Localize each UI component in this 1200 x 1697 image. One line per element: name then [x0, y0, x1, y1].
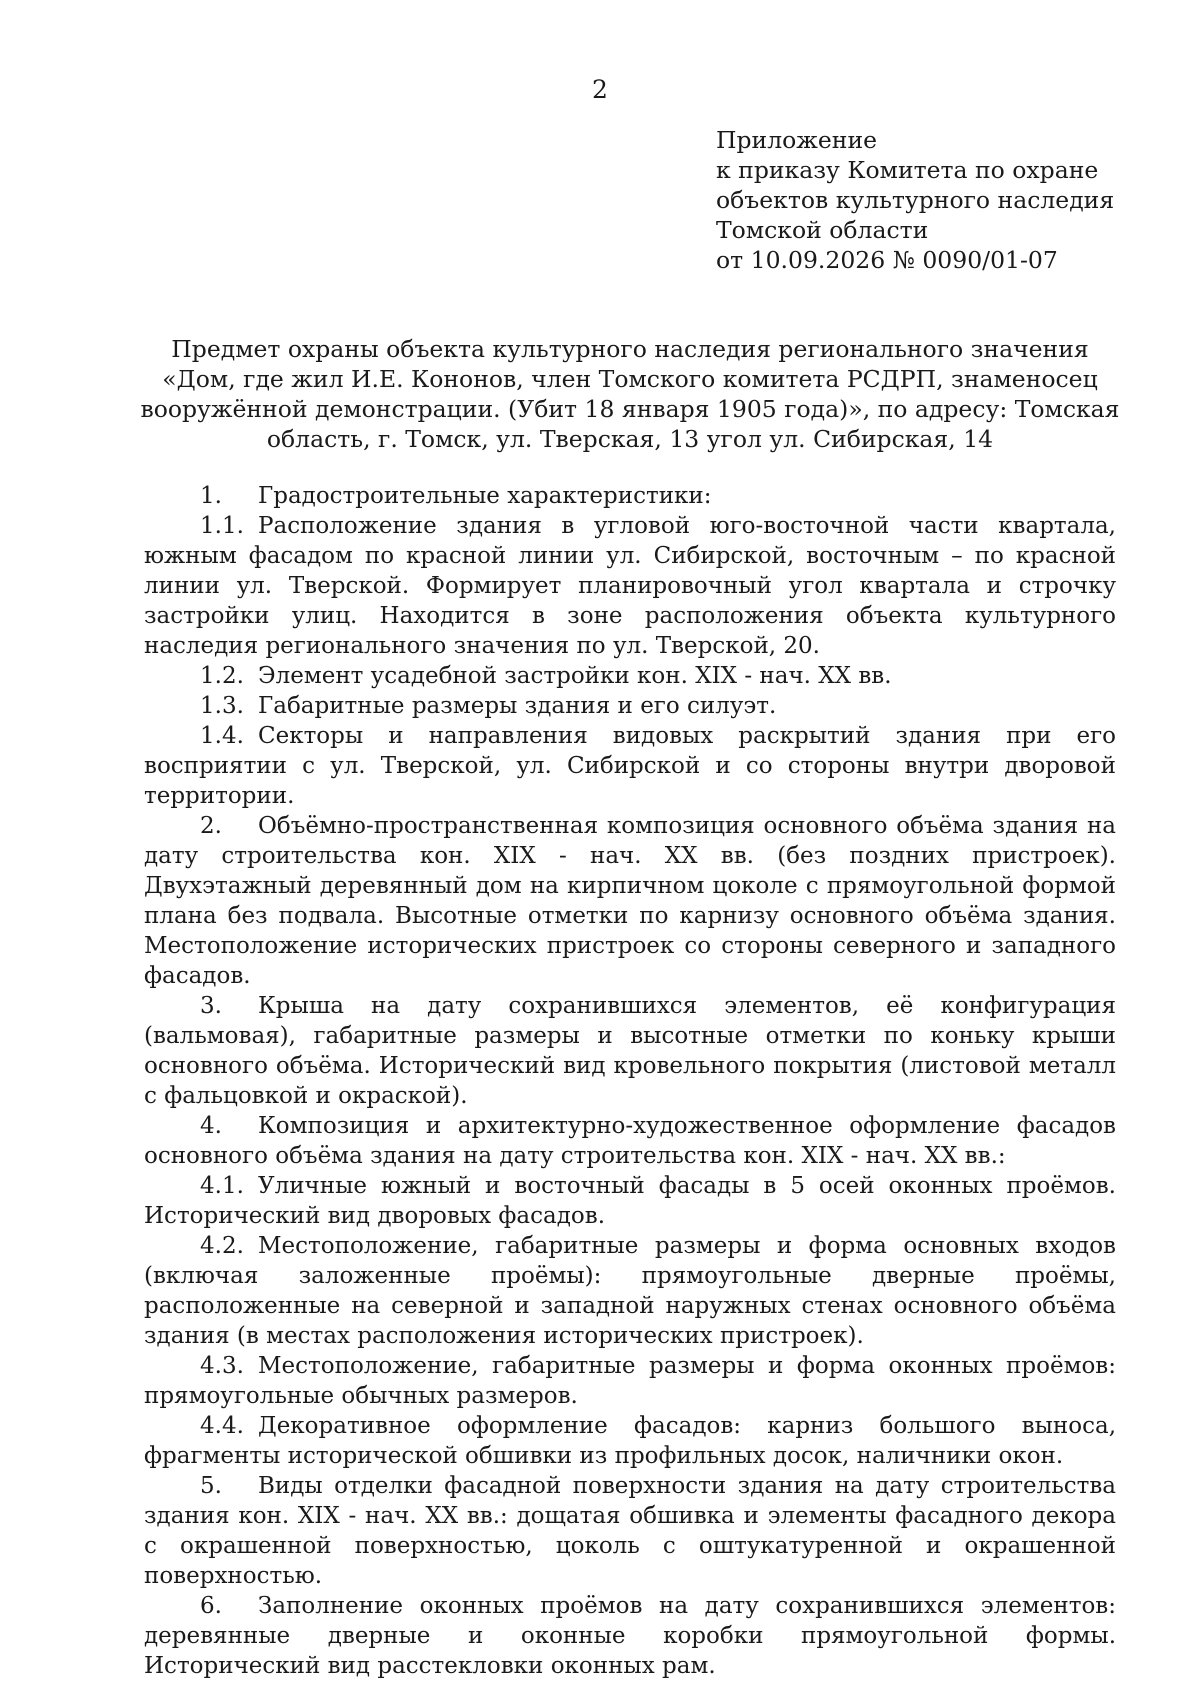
item-text: Виды отделки фасадной поверхности здания на дату строительства здания кон. XIX - нач. XX вв.: дощатая обшивка и элементы фасадного декора с окрашенной поверхностью, цоколь с оштукатуренной и окрашенной поверхностью. — [144, 1473, 1116, 1589]
item-number: 3. — [200, 993, 222, 1019]
item-paragraph — [144, 1351, 1116, 1411]
item-text: Крыша на дату сохранившихся элементов, её конфигурация (вальмовая), габаритные размеры и высотные отметки по коньку крыши основного объёма. Исторический вид кровельного покрытия (листовой металл с фальцовкой и окраской). — [144, 993, 1116, 1109]
item-text: Заполнение оконных проёмов на дату сохранившихся элементов: деревянные дверные и оконные коробки прямоугольной формы. Исторический вид расстекловки оконных рам. — [144, 1593, 1116, 1679]
item-paragraph — [144, 991, 1116, 1111]
item-number: 2. — [200, 813, 222, 839]
item-text: Секторы и направления видовых раскрытий здания при его восприятии с ул. Тверской, ул. Сибирской и со стороны внутри дворовой территории. — [144, 723, 1116, 809]
item-paragraph — [144, 481, 1116, 511]
item-number: 5. — [200, 1473, 222, 1499]
appendix-line: Томской области — [716, 216, 929, 244]
item-text: Местоположение, габаритные размеры и форма оконных проёмов: прямоугольные обычных размеров. — [144, 1353, 1116, 1409]
title-line: область, г. Томск, ул. Тверская, 13 угол ул. Сибирская, 14 — [266, 425, 994, 453]
item-number: 4.2. — [200, 1233, 244, 1259]
item-paragraph — [144, 811, 1116, 991]
item-number: 4. — [200, 1113, 222, 1139]
document-title — [140, 334, 1120, 454]
item-text: Расположение здания в угловой юго-восточной части квартала, южным фасадом по красной линии ул. Сибирской, восточным – по красной линии ул. Тверской. Формирует планировочный угол квартала и строчку застройки улиц. Находится в зоне расположения объекта культурного наследия регионального значения по ул. Тверской, 20. — [144, 513, 1116, 659]
item-number: 6. — [200, 1593, 222, 1619]
item-paragraph — [144, 691, 1116, 721]
item-text: Градостроительные характеристики: — [258, 483, 712, 509]
item-paragraph — [144, 511, 1116, 661]
item-number: 1.1. — [200, 513, 244, 539]
item-number: 1. — [200, 483, 222, 509]
item-text: Декоративное оформление фасадов: карниз большого выноса, фрагменты исторической обшивки из профильных досок, наличники окон. — [144, 1413, 1116, 1469]
item-paragraph — [144, 721, 1116, 811]
item-text: Объёмно-пространственная композиция основного объёма здания на дату строительства кон. XIX - нач. XX вв. (без поздних пристроек). Двухэтажный деревянный дом на кирпичном цоколе с прямоугольной формой плана без подвала. Высотные отметки по карнизу основного объёма здания. Местоположение исторических пристроек со стороны северного и западного фасадов. — [144, 813, 1116, 989]
item-paragraph — [144, 1591, 1116, 1681]
item-paragraph — [144, 661, 1116, 691]
title-line: вооружённой демонстрации. (Убит 18 января 1905 года)», по адресу: Томская — [140, 395, 1120, 423]
item-number: 1.4. — [200, 723, 244, 749]
appendix-line: от 10.09.2026 № 0090/01-07 — [716, 246, 1058, 274]
item-paragraph — [144, 1171, 1116, 1231]
item-number: 1.2. — [200, 663, 244, 689]
item-paragraph — [144, 1111, 1116, 1171]
item-paragraph — [144, 1471, 1116, 1591]
item-text: Элемент усадебной застройки кон. XIX - нач. XX вв. — [258, 663, 892, 689]
appendix-line: Приложение — [716, 126, 878, 154]
page-number: 2 — [592, 75, 608, 104]
item-text: Композиция и архитектурно-художественное оформление фасадов основного объёма здания на дату строительства кон. XIX - нач. XX вв.: — [144, 1113, 1116, 1169]
item-paragraph — [144, 1411, 1116, 1471]
item-paragraph — [144, 1231, 1116, 1351]
appendix-line: объектов культурного наследия — [716, 186, 1115, 214]
item-number: 4.3. — [200, 1353, 244, 1379]
appendix-header — [716, 125, 1156, 275]
item-number: 4.4. — [200, 1413, 244, 1439]
item-text: Уличные южный и восточный фасады в 5 осей оконных проёмов. Исторический вид дворовых фасадов. — [144, 1173, 1116, 1229]
item-text: Габаритные размеры здания и его силуэт. — [258, 693, 777, 719]
title-line: Предмет охраны объекта культурного наследия регионального значения — [171, 335, 1089, 363]
document-body — [144, 481, 1116, 1681]
item-number: 1.3. — [200, 693, 244, 719]
title-line: «Дом, где жил И.Е. Кононов, член Томского комитета РСДРП, знаменосец — [162, 365, 1098, 393]
item-number: 4.1. — [200, 1173, 244, 1199]
appendix-line: к приказу Комитета по охране — [716, 156, 1099, 184]
item-text: Местоположение, габаритные размеры и форма основных входов (включая заложенные проёмы): прямоугольные дверные проёмы, расположенные на северной и западной наружных стенах основного объёма здания (в местах расположения исторических пристроек). — [144, 1233, 1116, 1349]
